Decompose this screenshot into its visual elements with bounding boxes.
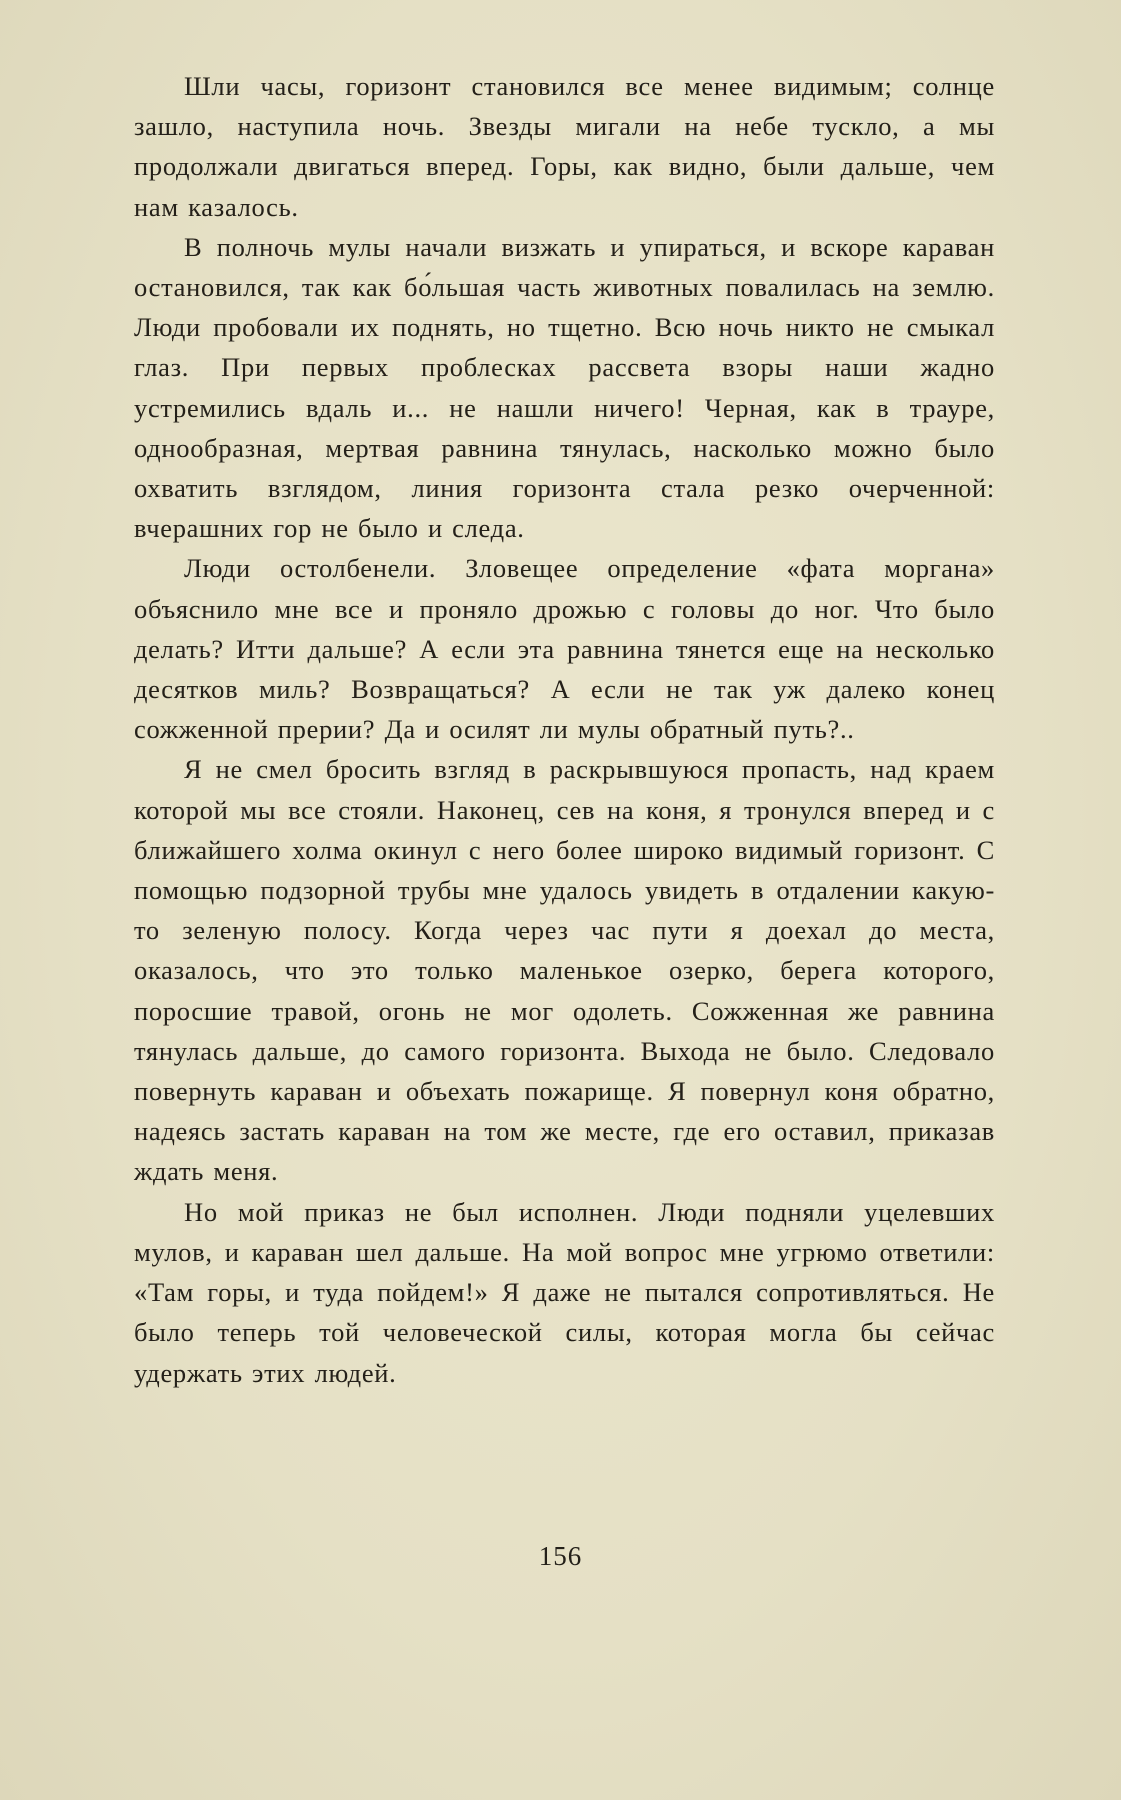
paragraph-2: В полночь мулы начали визжать и упираться, и вскоре караван остановился, так как бо́льшая часть животных повалилась на землю. Люди пробовали их поднять, но тщетно. Всю ночь никто не смыкал глаз. При первых проблесках рассвета взоры наши жадно устремились вдаль и... не нашли ничего! Черная, как в трауре, однообразная, мертвая равнина тянулась, насколько можно было охватить взглядом, линия горизонта стала резко очерченной: вчерашних гор не было и следа. bbox=[134, 231, 995, 544]
paragraph-3: Люди остолбенели. Зловещее определение «фата моргана» объяснило мне все и проняло дрожью с головы до ног. Что было делать? Итти дальше? А если эта равнина тянется еще на несколько десятков миль? Возвращаться? А если не так уж далеко конец сожженной прерии? Да и осилят ли мулы обратный путь?.. bbox=[134, 553, 995, 745]
page-number: 156 bbox=[538, 1541, 583, 1571]
body-text bbox=[134, 66, 995, 1393]
paragraph-5: Но мой приказ не был исполнен. Люди подняли уцелевших мулов, и караван шел дальше. На мой вопрос мне угрюмо ответили: «Там горы, и туда пойдем!» Я даже не пытался сопротивляться. Не было теперь той человеческой силы, которая могла бы сейчас удержать этих людей. bbox=[134, 1196, 995, 1388]
paragraph-1: Шли часы, горизонт становился все менее видимым; солнце зашло, наступила ночь. Звезды мигали на небе тускло, а мы продолжали двигаться вперед. Горы, как видно, были дальше, чем нам казалось. bbox=[134, 71, 995, 222]
paragraph-4: Я не смел бросить взгляд в раскрывшуюся пропасть, над краем которой мы все стояли. Наконец, сев на коня, я тронулся вперед и с ближайшего холма окинул с него более широко видимый горизонт. С помощью подзорной трубы мне удалось увидеть в отдалении какую-то зеленую полосу. Когда через час пути я доехал до места, оказалось, что это только маленькое озерко, берега которого, поросшие травой, огонь не мог одолеть. Сожженная же равнина тянулась дальше, до самого горизонта. Выхода не было. Следовало повернуть караван и объехать пожарище. Я повернул коня обратно, надеясь застать караван на том же месте, где его оставил, приказав ждать меня. bbox=[134, 754, 995, 1187]
